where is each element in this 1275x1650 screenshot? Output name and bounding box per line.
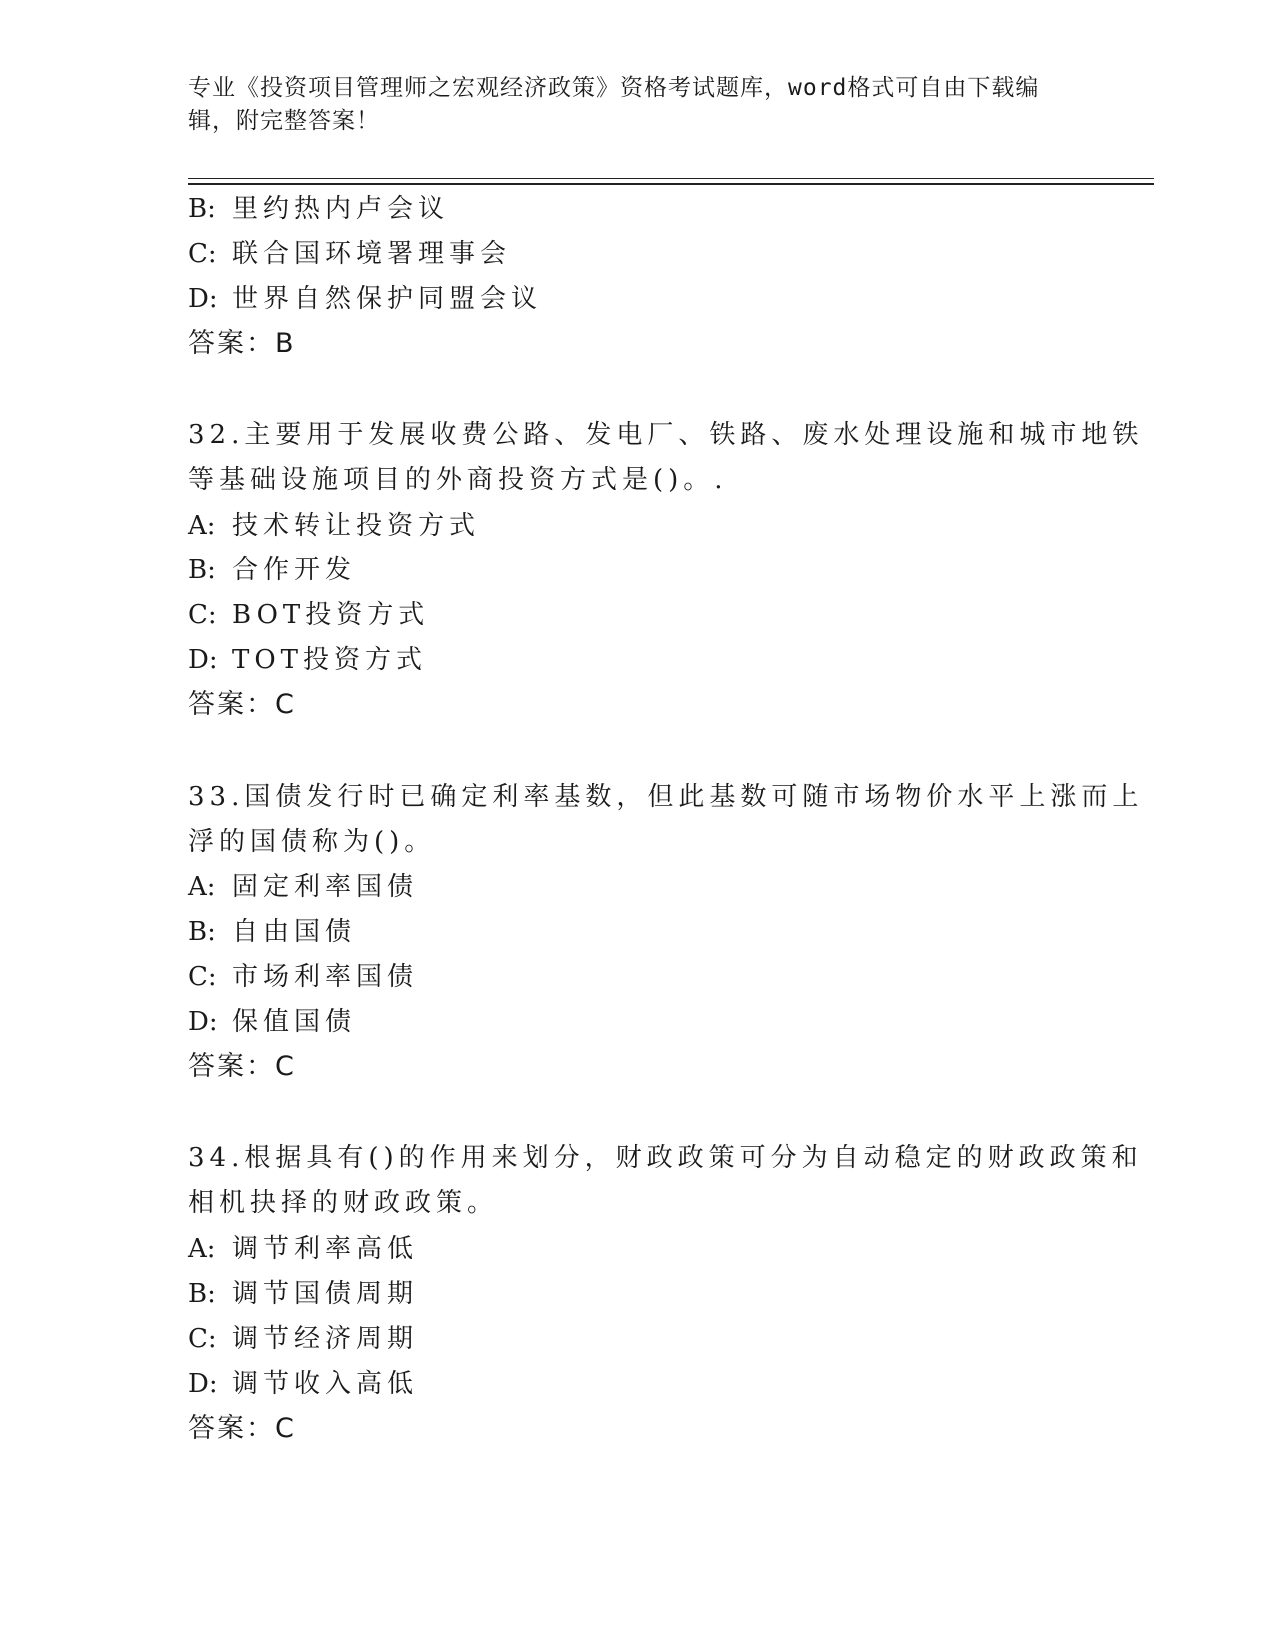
option-text: 自由国债 xyxy=(232,917,357,947)
option-text: 里约热内卢会议 xyxy=(232,194,450,224)
header-divider-thin xyxy=(188,178,1154,179)
option-text: 调节收入高低 xyxy=(232,1369,419,1399)
option-text: 调节国债周期 xyxy=(232,1279,419,1309)
option-d xyxy=(188,1367,418,1401)
option-text: 调节利率高低 xyxy=(232,1234,419,1264)
option-key: D: xyxy=(188,645,218,675)
option-b xyxy=(188,915,356,949)
option-key: B: xyxy=(188,194,216,224)
question-stem-line-2: 等基础设施项目的外商投资方式是()。. xyxy=(188,465,728,495)
option-b xyxy=(188,1277,418,1311)
option-key: D: xyxy=(188,1007,218,1037)
option-text: 市场利率国债 xyxy=(232,962,419,992)
option-c xyxy=(188,598,429,632)
option-d xyxy=(188,1005,356,1039)
question-stem-line-1: 33.国债发行时已确定利率基数，但此基数可随市场物价水平上涨而上 xyxy=(188,782,1144,812)
option-key: B: xyxy=(188,917,216,947)
option-key: B: xyxy=(188,555,216,585)
answer-line: 答案：C xyxy=(188,689,296,720)
option-key: A: xyxy=(188,872,216,902)
option-key: C: xyxy=(188,962,217,992)
answer-line: 答案：B xyxy=(188,328,296,359)
option-key: D: xyxy=(188,1369,218,1399)
option-key: C: xyxy=(188,1324,217,1354)
option-b xyxy=(188,553,356,587)
header-line-1: 专业《投资项目管理师之宏观经济政策》资格考试题库，word格式可自由下载编 xyxy=(188,75,1040,101)
option-key: D: xyxy=(188,284,218,314)
option-key: B: xyxy=(188,1279,216,1309)
option-text: TOT投资方式 xyxy=(232,645,427,675)
answer-line: 答案：C xyxy=(188,1051,296,1082)
option-a xyxy=(188,870,418,904)
option-key: A: xyxy=(188,1234,216,1264)
option-text: 固定利率国债 xyxy=(232,872,419,902)
option-c xyxy=(188,1322,418,1356)
option-text: 世界自然保护同盟会议 xyxy=(232,284,543,314)
option-text: 技术转让投资方式 xyxy=(232,511,481,541)
option-text: 联合国环境署理事会 xyxy=(232,239,512,269)
option-d xyxy=(188,282,542,316)
option-text: BOT投资方式 xyxy=(232,600,430,630)
option-c xyxy=(188,960,418,994)
question-stem-line-1: 32.主要用于发展收费公路、发电厂、铁路、废水处理设施和城市地铁 xyxy=(188,420,1144,450)
option-key: C: xyxy=(188,239,217,269)
answer-line: 答案：C xyxy=(188,1413,296,1444)
header-divider-thick xyxy=(188,183,1154,185)
option-text: 保值国债 xyxy=(232,1007,357,1037)
page-header xyxy=(188,72,1068,138)
option-c xyxy=(188,237,511,271)
question-stem-line-2: 浮的国债称为()。 xyxy=(188,827,436,857)
option-text: 合作开发 xyxy=(232,555,357,585)
option-key: A: xyxy=(188,511,216,541)
option-b xyxy=(188,192,449,226)
option-d xyxy=(188,643,427,677)
option-key: C: xyxy=(188,600,217,630)
option-a xyxy=(188,1232,418,1266)
header-line-2: 辑，附完整答案！ xyxy=(188,108,380,134)
question-stem-line-2: 相机抉择的财政政策。 xyxy=(188,1188,499,1218)
option-a xyxy=(188,509,480,543)
question-stem-line-1: 34.根据具有()的作用来划分，财政政策可分为自动稳定的财政政策和 xyxy=(188,1143,1143,1173)
option-text: 调节经济周期 xyxy=(232,1324,419,1354)
